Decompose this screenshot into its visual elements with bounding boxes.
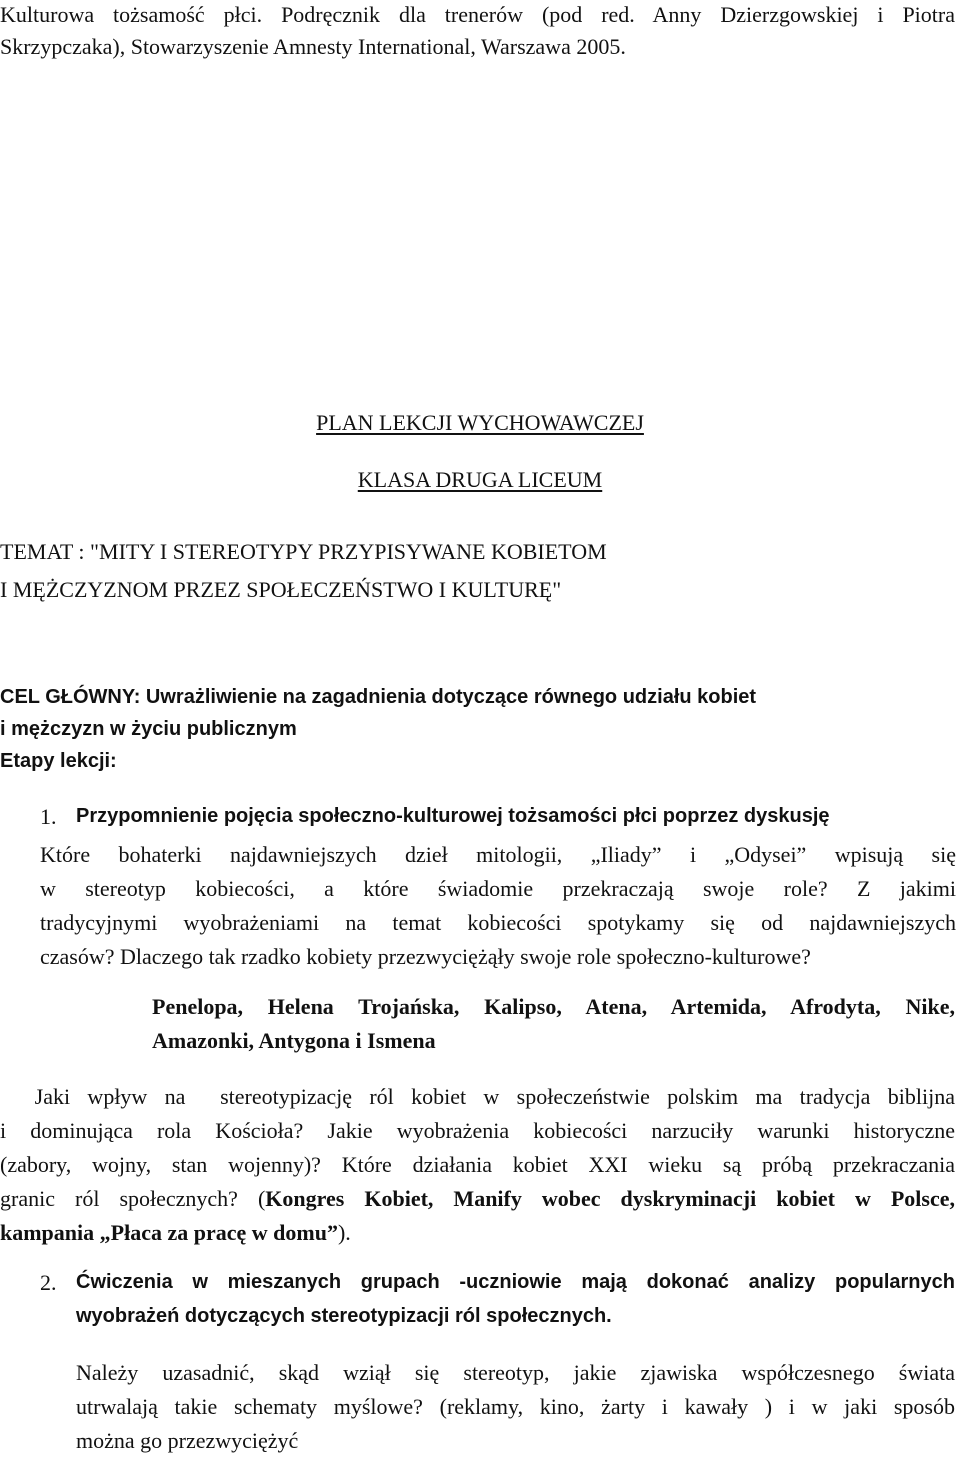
- plan-class: KLASA DRUGA LICEUM: [357, 467, 603, 492]
- goal-line-1: CEL GŁÓWNY: Uwrażliwienie na zagadnienia dotyczące równego udziału kobiet: [0, 686, 757, 708]
- stage-2-line: Należy uzasadnić, skąd wziął się stereotyp, jakie zjawiska współczesnego świata: [76, 1360, 955, 1385]
- stage-1-p2-line: i dominująca rola Kościoła? Jakie wyobrażenia kobiecości narzuciły warunki historyczne: [0, 1118, 955, 1143]
- stage-2-paragraph: [76, 1356, 955, 1458]
- stage-2-heading-line-2: wyobrażeń dotyczących stereotypizacji ról społecznych.: [76, 1305, 612, 1327]
- stage-1-line: czasów? Dlaczego tak rzadko kobiety przezwyciężąły swoje role społeczno-kulturowe?: [40, 944, 811, 969]
- stage-1-number: 1.: [40, 804, 57, 829]
- heroines-line-1: Penelopa, Helena Trojańska, Kalipso, Atena, Artemida, Afrodyta, Nike,: [152, 994, 955, 1019]
- stage-1-line: w stereotyp kobiecości, a które świadomie przekraczają swoje role? Z jakimi: [40, 876, 956, 901]
- stage-1-p2-line4-plain: granic ról społecznych? (: [0, 1186, 266, 1211]
- stage-2-number: 2.: [40, 1270, 57, 1295]
- stage-1-p2-line: Jaki wpływ na stereotypizację ról kobiet w społeczeństwie polskim ma tradycja biblijna: [0, 1084, 955, 1109]
- stage-1-p2-line: (zabory, wojny, stan wojenny)? Które działania kobiet XXI wieku są próbą przekraczania: [0, 1152, 955, 1177]
- stages-label: Etapy lekcji:: [0, 750, 117, 772]
- heroines-line-2: Amazonki, Antygona i Ismena: [152, 1028, 436, 1053]
- topic-line-1: TEMAT : "MITY I STEREOTYPY PRZYPISYWANE KOBIETOM: [0, 539, 607, 564]
- stage-1-paragraph: [40, 838, 956, 974]
- stage-1-line: tradycyjnymi wyobrażeniami na temat kobiecości spotykamy się od najdawniejszych: [40, 910, 956, 935]
- stage-1-p2-line5-plain: ).: [337, 1220, 351, 1245]
- citation-line-1: Kulturowa tożsamość płci. Podręcznik dla trenerów (pod red. Anny Dzierzgowskiej i Piotra: [0, 2, 955, 27]
- stage-1-line: Które bohaterki najdawniejszych dzieł mitologii, „Iliady” i „Odysei” wpisują się: [40, 842, 956, 867]
- stage-1-p2-line4-bold: Kongres Kobiet, Manify wobec dyskryminacji kobiet w Polsce,: [265, 1186, 955, 1211]
- stage-2-line: można go przezwyciężyć: [76, 1428, 299, 1453]
- stage-1-p2-line5: [0, 1216, 955, 1250]
- citation-line-2: Skrzypczaka), Stowarzyszenie Amnesty International, Warszawa 2005.: [0, 34, 626, 59]
- stage-2-heading-line-1: Ćwiczenia w mieszanych grupach -uczniowie mają dokonać analizy popularnych: [76, 1271, 955, 1293]
- stage-1-heading: Przypomnienie pojęcia społeczno-kulturowej tożsamości płci poprzez dyskusję: [76, 805, 830, 827]
- stage-1-p2-line5-bold: kampania „Płaca za pracę w domu”: [0, 1220, 338, 1245]
- plan-title: PLAN LEKCJI WYCHOWAWCZEJ: [316, 410, 644, 435]
- stage-2-line: utrwalają takie schematy myślowe? (reklamy, kino, żarty i kawały ) i w jaki sposób: [76, 1394, 955, 1419]
- goal-line-2: i mężczyzn w życiu publicznym: [0, 718, 297, 740]
- stage-1-paragraph-2: [0, 1080, 955, 1250]
- stage-1-p2-line-mixed: [0, 1182, 955, 1216]
- topic-line-2: I MĘŻCZYZNOM PRZEZ SPOŁECZEŃSTWO I KULTURĘ": [0, 577, 562, 602]
